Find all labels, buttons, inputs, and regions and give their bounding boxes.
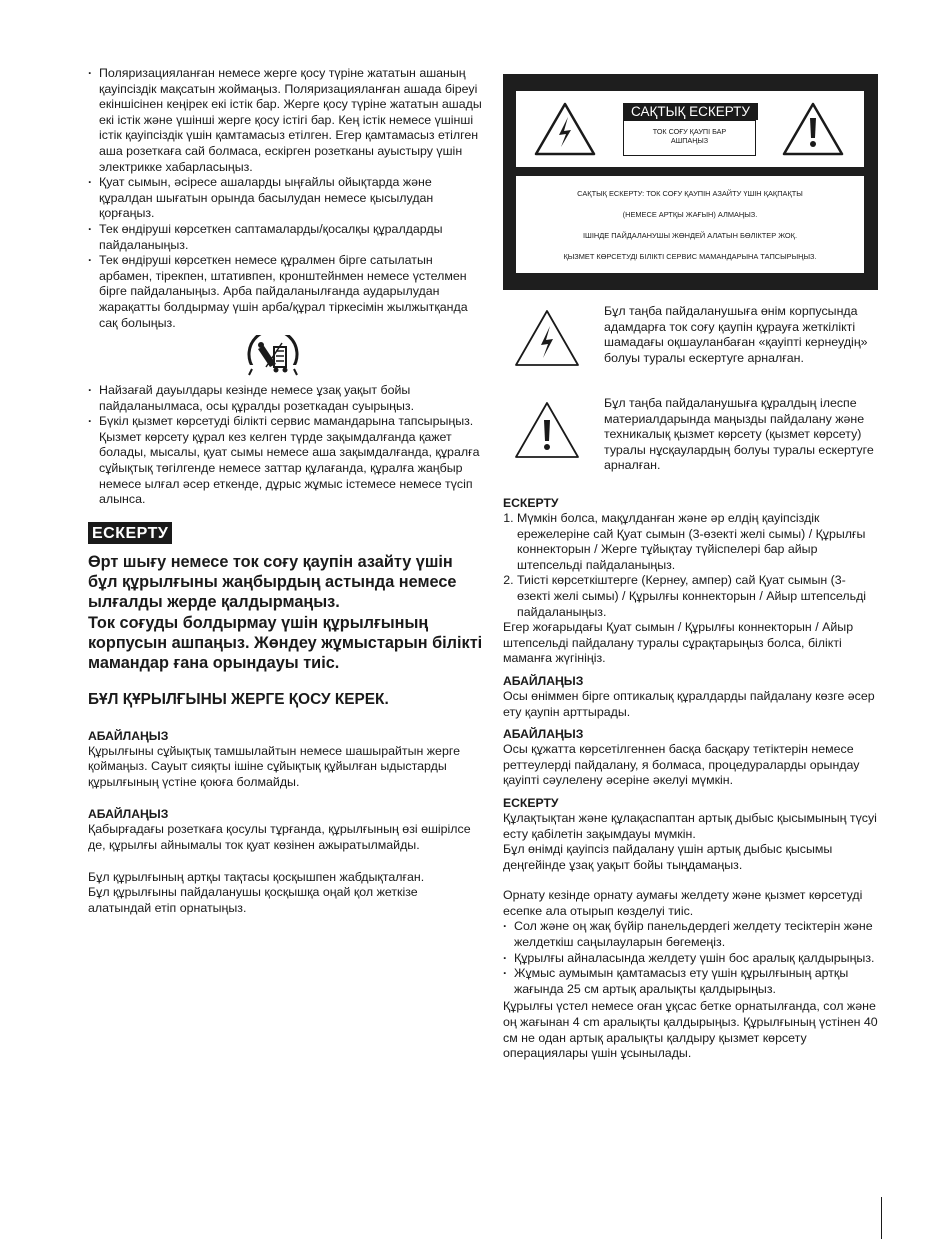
lightning-symbol-row [503,304,878,396]
grounding-note: БҰЛ ҚҰРЫЛҒЫНЫ ЖЕРГЕ ҚОСУ КЕРЕК. [88,690,389,708]
list-item: · Бүкіл қызмет көрсетуді білікті сервис мамандарына тапсырыңыз. Қызмет көрсету құрал кез келген түрде зақымдалғанда қажет болады, мысалы, қуат сымы немесе аша зақымдалғанда, құралға сұйықтық төгілгенде немесе заттар құлағанда, құралға жаңбыр немесе ылғал әсер еткенде, дұрыс жұмыс істемесе немесе түсіп алынса. [88,414,483,508]
cart-tipover-icon [246,335,300,379]
caution-label-line: ІШІНДЕ ПАЙДАЛАНУШЫ ЖӨНДЕЙ АЛАТЫН БӨЛІКТЕР ЖОҚ. [583,231,797,240]
list-item: · Найзағай дауылдары кезінде немесе ұзақ уақыт бойы пайдаланылмаса, осы құралды розеткадан суырыңыз. [88,383,483,414]
exclamation-triangle-icon [513,400,581,460]
caution-label-line: САҚТЫҚ ЕСКЕРТУ: ТОК СОҒУ ҚАУПІН АЗАЙТУ ҮШІН ҚАҚПАҚТЫ [577,189,803,198]
caution-label-line: (НЕМЕСЕ АРТҚЫ ЖАҒЫН) АЛМАҢЫЗ. [622,210,758,219]
exclamation-symbol-row [503,396,878,492]
caution-heading: АБАЙЛАҢЫЗ [503,673,584,688]
safety-bullet-list-2 [88,383,483,508]
caution-text: Қабырғадағы розеткаға қосулы тұрғанда, құрылғының өзі өшірілсе де, құрылғы айнымалы ток қуат көзінен ажыратылмайды. [88,822,471,852]
list-item: · Құрылғы айналасында желдету үшін бос аралық қалдырыңыз. [503,951,878,967]
lightning-triangle-icon [513,308,581,368]
lightning-symbol-text: Бұл таңба пайдаланушыға өнім корпусында адамдарға ток соғу қаупін құрауға жеткілікті шамадағы оқшауланбаған «қауіпті кернеудің» болуы туралы ескертуге арналған. [604,304,868,365]
caution-text: Осы өніммен бірге оптикалық құралдарды пайдалану көзге әсер ету қаупін арттырады. [503,688,875,719]
exclamation-symbol-text: Бұл таңба пайдаланушыға құралдың ілеспе материалдарында маңызды пайдалану және техникалық қызмет көрсету (қызмет көрсету) туралы нұсқаулардың болуы туралы ескертуге арналған. [604,396,874,473]
list-item: 1. Мүмкін болса, мақұлданған және әр елдің қауіпсіздік ережелеріне сай Қуат сымын (3-өзекті желі сымы) / Құрылғы коннекторын / Жерге тұйықтау түйіспелері бар айыр штепсельді пайдаланыңыз. [517,511,878,573]
list-item: · Поляризацияланған немесе жерге қосу түріне жататын ашаның қауіпсіздік мақсатын жоймаңыз. Поляризацияланған ашада біреуі екіншісінен кеңірек екі істік бар. Жерге қосу түріне жататын ашады екі істік және үшінші жерге қосу істігі бар. Кең істік немесе үшінші істік қауіпсіздік үшін қамтамасыз етілген. Егер қамтамасыз етілген аша розеткаға сай болмаса, ескірген розетканы ауыстыру үшін электрикке хабарласыңыз. [88,66,483,175]
switch-note: Бұл құрылғының артқы тақтасы қосқышпен жабдықталған. Бұл құрылғыны пайдаланушы қосқышқа оңай қол жеткізе алатындай етіп орнатыңыз. [88,869,425,915]
hearing-warning-text: Құлақтықтан және құлақаспаптан артық дыбыс қысымының түсуі есту қабілетін зақымдауы мүмкін. Бұл өнімді қауіпсіз пайдалану үшін артық дыбыс қысымы деңгейінде ұзақ уақыт бойы тыңдамаңыз. [503,810,877,872]
warning-heading: ЕСКЕРТУ [503,496,559,510]
caution-label-bottom [516,176,864,273]
caution-heading: АБАЙЛАҢЫЗ [88,807,169,822]
left-column [88,66,483,916]
right-column [503,66,878,1062]
list-item: · Тек өндіруші көрсеткен немесе құралмен бірге сатылатын арбамен, тірекпен, штативпен, кронштейнмен немесе үстелмен бірге пайдаланыңыз. Арба пайдаланылғанда аударылудан жарақатты болдырмау үшін арба/құрал тіркесімін жылжытқанда сақ болыңыз. [88,253,483,331]
caution-label-box [503,74,878,290]
clearance-note: Құрылғы үстел немесе оған ұқсас бетке орнатылғанда, сол және оң жағынан 4 cm аралықты қалдырыңыз. Құрылғының үстінен 40 см не одан артық аралықты қалдыру қызмет көрсету операциялары үшін ұсынылады. [503,999,878,1061]
list-item: · Қуат сымын, әсіресе ашаларды ыңғайлы ойықтарда және құралдан шығатын орында басылудан немесе қысылудан қорғаңыз. [88,175,483,222]
lightning-triangle-icon [533,101,597,157]
page-edge-marker [881,1197,882,1239]
caution-heading: АБАЙЛАҢЫЗ [88,728,169,743]
safety-bullet-list-1 [88,66,483,331]
caution-label-subtitle: ТОК СОҒУ ҚАУПІ БАР АШПАҢЫЗ [623,120,756,156]
caution-label-title: САҚТЫҚ ЕСКЕРТУ [623,103,758,120]
warning-followup: Егер жоғарыдағы Қуат сымын / Құрылғы коннекторын / Айыр штепсельді пайдалану туралы сұрақтарыңыз болса, білікті маманға жүгініңіз. [503,620,854,666]
ventilation-intro: Орнату кезінде орнату аумағы желдету және қызмет көрсетуді есепке ала отырып көзделуі тиіс. [503,888,863,918]
warning-statement: Өрт шығу немесе ток соғу қаупін азайту үшін бұл құрылғыны жаңбырдың астында немесе ылғалды жерде қалдырмаңыз. Ток соғуды болдырмау үшін құрылғының корпусын ашпаңыз. Жөндеу жұмыстарын білікті мамандар ғана орындауы тиіс. [88,552,483,673]
caution-label-line: ҚЫЗМЕТ КӨРСЕТУДІ БІЛІКТІ СЕРВИС МАМАНДАРЫНА ТАПСЫРЫҢЫЗ. [563,252,817,261]
caution-label-top [516,91,864,167]
caution-text: Осы құжатта көрсетілгеннен басқа басқару тетіктерін немесе реттеулерді пайдалану, я болмаса, процедураларды орындау қауіпті сәулелену әсеріне әкелуі мүмкін. [503,742,860,788]
caution-heading: АБАЙЛАҢЫЗ [503,727,584,742]
exclamation-triangle-icon [781,101,845,157]
warning-tag: ЕСКЕРТУ [88,522,172,544]
ventilation-list [503,919,878,997]
list-item: · Жұмыс аумымын қамтамасыз ету үшін құрылғының артқы жағында 25 см артық аралықты қалдырыңыз. [503,966,878,997]
list-item: 2. Тиісті көрсеткіштерге (Кернеу, ампер) сай Қуат сымын (3-өзекті желі сымы) / Құрылғы коннекторын / Айыр штепсельді пайдаланыңыз. [517,573,878,620]
list-item: · Сол жәнe оң жақ бүйір панельдердегі желдету тесіктерін және желдеткіш саңылауларын бөгемеңіз. [503,919,878,950]
warning-heading: ЕСКЕРТУ [503,795,559,810]
warning-numbered-list [503,511,878,620]
list-item: · Тек өндіруші көрсеткен саптамаларды/қосалқы құралдарды пайдаланыңыз. [88,222,483,253]
caution-text: Құрылғыны сұйықтық тамшылайтын немесе шашырайтын жерге қоймаңыз. Сауыт сияқты ішіне сұйықтық құйылған ыдыстарды құрылғының үстіне қоюға болмайды. [88,743,460,789]
